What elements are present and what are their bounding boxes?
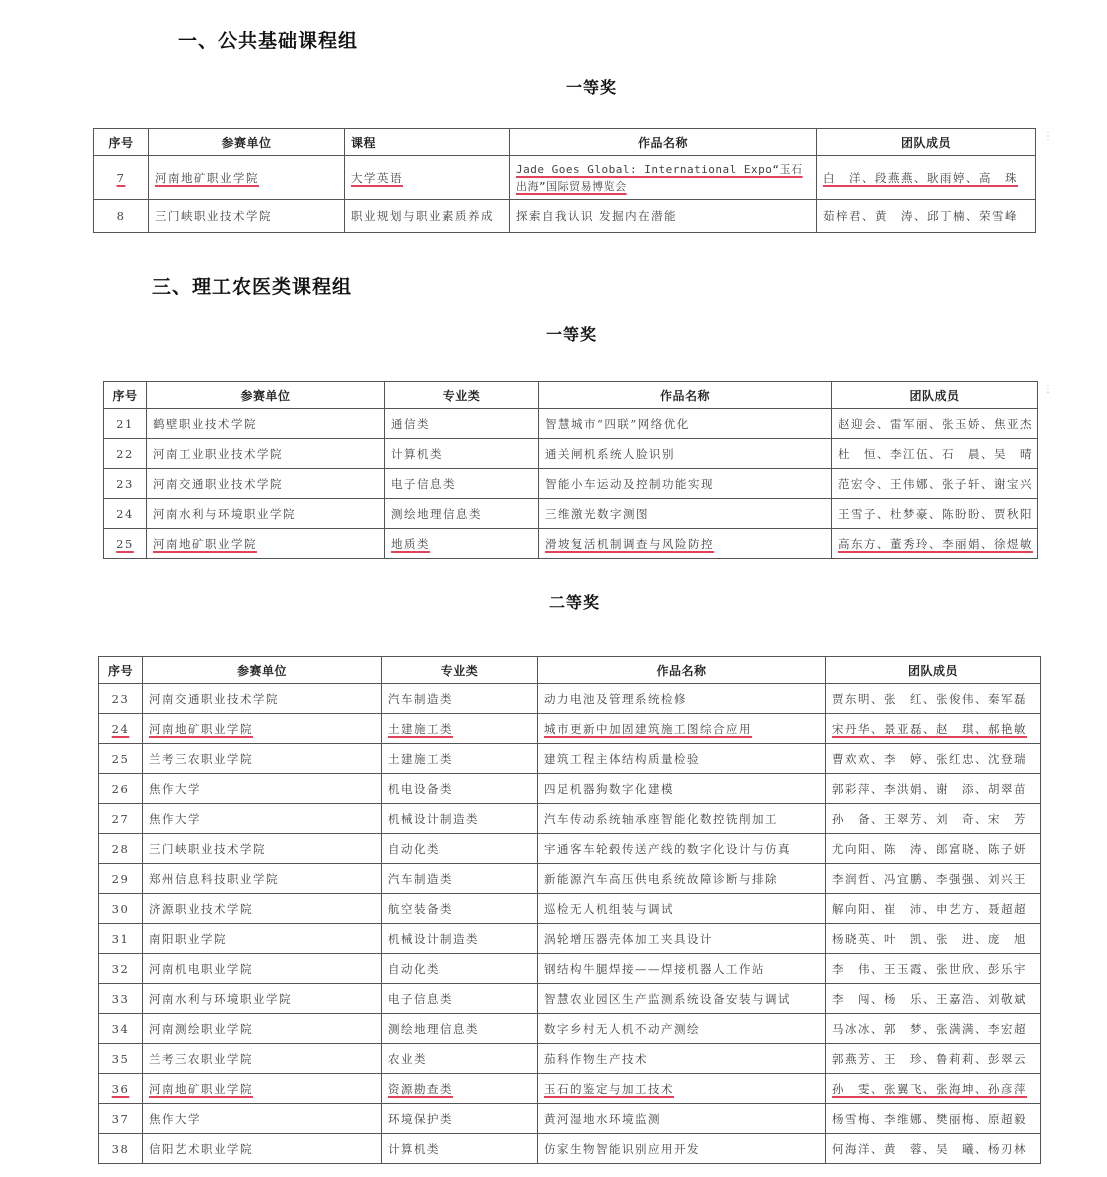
col-header-work: 作品名称 <box>539 382 832 409</box>
cell-no-text: 7 <box>116 170 126 185</box>
cell-no-text: 27 <box>111 811 130 826</box>
cell-unit-text: 焦作大学 <box>149 1111 201 1126</box>
cell-work <box>539 529 832 559</box>
cell-no <box>104 529 147 559</box>
table-row <box>99 834 1041 864</box>
cell-members <box>826 804 1041 834</box>
cell-work-text: 茄科作物生产技术 <box>544 1051 648 1066</box>
cell-unit-text: 焦作大学 <box>149 781 201 796</box>
cell-unit-text: 河南地矿职业学院 <box>149 721 253 736</box>
cell-work-text: 玉石的鉴定与加工技术 <box>544 1081 674 1096</box>
table-row-highlighted <box>94 156 1036 200</box>
cell-work <box>538 684 826 714</box>
cell-no <box>99 1134 143 1164</box>
cell-members-text: 孙 雯、张翼飞、张海坤、孙彦萍 <box>832 1081 1027 1096</box>
cell-unit <box>143 744 382 774</box>
cell-unit <box>143 774 382 804</box>
cell-work <box>538 1074 826 1104</box>
cell-members-text: 杜 恒、李江伍、石 晨、吴 晴 <box>838 446 1033 461</box>
cell-major <box>382 1044 538 1074</box>
col-header-unit: 参赛单位 <box>149 129 345 156</box>
table-public-first-prize <box>93 128 1036 233</box>
cell-work <box>538 984 826 1014</box>
cell-no-text: 29 <box>111 871 130 886</box>
cell-major <box>382 1074 538 1104</box>
cell-members <box>826 684 1041 714</box>
cell-no-text: 26 <box>111 781 130 796</box>
cell-members-text: 杨雪梅、李维娜、樊丽梅、原超毅 <box>832 1111 1027 1126</box>
cell-members <box>826 774 1041 804</box>
table-science-first-prize <box>103 381 1038 559</box>
cell-unit <box>143 834 382 864</box>
col-header-work: 作品名称 <box>510 129 817 156</box>
cell-major <box>382 774 538 804</box>
cell-unit <box>143 864 382 894</box>
cell-major-text: 土建施工类 <box>388 721 453 736</box>
cell-members <box>826 834 1041 864</box>
table-science-second-prize <box>98 656 1041 1164</box>
cell-unit <box>143 984 382 1014</box>
cell-no-text: 34 <box>111 1021 130 1036</box>
cell-no-text: 33 <box>111 991 130 1006</box>
cell-unit-text: 河南交通职业技术学院 <box>149 691 279 706</box>
table-row <box>104 409 1038 439</box>
cell-major <box>382 954 538 984</box>
table-row <box>94 200 1036 233</box>
col-header-course: 课程 <box>345 129 510 156</box>
cell-unit-text: 郑州信息科技职业学院 <box>149 871 279 886</box>
cell-no-text: 22 <box>116 446 134 461</box>
cell-major-text: 机电设备类 <box>388 781 453 796</box>
table-row <box>99 774 1041 804</box>
cell-major <box>382 1134 538 1164</box>
cell-major <box>382 1014 538 1044</box>
cell-major-text: 机械设计制造类 <box>388 811 479 826</box>
cell-major-text: 汽车制造类 <box>388 691 453 706</box>
cell-unit <box>149 156 345 200</box>
cell-work-text: 数字乡村无人机不动产测绘 <box>544 1021 700 1036</box>
cell-major <box>382 744 538 774</box>
cell-work <box>538 954 826 984</box>
cell-no <box>104 439 147 469</box>
col-header-members: 团队成员 <box>832 382 1038 409</box>
cell-members-text: 贾东明、张 红、张俊伟、秦军磊 <box>832 691 1027 706</box>
cell-work-text: Jade Goes Global: International Expo“玉石出海”国际贸易博览会 <box>516 162 803 193</box>
cell-unit <box>143 1014 382 1044</box>
cell-unit <box>143 894 382 924</box>
cell-no <box>99 1074 143 1104</box>
cell-members-text: 何海洋、黄 蓉、吴 曦、杨刃林 <box>832 1141 1027 1156</box>
table-row <box>99 1104 1041 1134</box>
cell-unit <box>143 714 382 744</box>
cell-no-text: 28 <box>111 841 130 856</box>
cell-work-text: 智慧城市“四联”网络优化 <box>545 416 690 431</box>
cell-work <box>539 409 832 439</box>
col-header-unit: 参赛单位 <box>143 657 382 684</box>
col-header-members: 团队成员 <box>826 657 1041 684</box>
cell-unit <box>143 1134 382 1164</box>
cell-no <box>94 156 149 200</box>
cell-unit-text: 三门峡职业技术学院 <box>149 841 266 856</box>
cell-unit <box>147 439 385 469</box>
cell-unit-text: 焦作大学 <box>149 811 201 826</box>
cell-unit <box>143 804 382 834</box>
cell-members <box>826 924 1041 954</box>
cell-no <box>99 984 143 1014</box>
table-row <box>104 439 1038 469</box>
cell-unit <box>143 684 382 714</box>
cell-members <box>832 469 1038 499</box>
cell-members-text: 赵迎会、雷军丽、张玉娇、焦亚杰 <box>838 416 1033 431</box>
cell-no <box>104 499 147 529</box>
cell-no-text: 23 <box>111 691 130 706</box>
cell-course <box>345 156 510 200</box>
cell-work <box>538 804 826 834</box>
cell-unit-text: 南阳职业学院 <box>149 931 227 946</box>
cell-no <box>99 864 143 894</box>
cell-members-text: 范宏令、王伟娜、张子轩、谢宝兴 <box>838 476 1033 491</box>
cell-course-text: 大学英语 <box>351 170 403 185</box>
cell-work <box>538 1014 826 1044</box>
cell-work-text: 智能小车运动及控制功能实现 <box>545 476 714 491</box>
cell-members-text: 高东方、董秀玲、李丽娟、徐煜敏 <box>838 536 1033 551</box>
cell-work <box>538 1134 826 1164</box>
cell-major-text: 通信类 <box>391 416 430 431</box>
cell-major-text: 计算机类 <box>391 446 443 461</box>
cell-major-text: 自动化类 <box>388 961 440 976</box>
cell-members-text: 杨晓英、叶 凯、张 进、庞 旭 <box>832 931 1027 946</box>
cell-no <box>99 954 143 984</box>
table-row <box>99 864 1041 894</box>
cell-unit: 三门峡职业技术学院 <box>149 200 345 233</box>
cell-unit <box>143 1104 382 1134</box>
cell-members: 茹梓君、黄 涛、邱丁楠、荣雪峰 <box>817 200 1036 233</box>
cell-unit <box>147 409 385 439</box>
cell-members-text: 孙 备、王翠芳、刘 奇、宋 芳 <box>832 811 1027 826</box>
table-header-row <box>94 129 1036 156</box>
cell-work-text: 宇通客车轮毂传送产线的数字化设计与仿真 <box>544 841 791 856</box>
cell-unit-text: 河南测绘职业学院 <box>149 1021 253 1036</box>
cell-no-text: 35 <box>111 1051 130 1066</box>
cell-major-text: 电子信息类 <box>388 991 453 1006</box>
cell-major-text: 土建施工类 <box>388 751 453 766</box>
cell-work-text: 城市更新中加固建筑施工图综合应用 <box>544 721 752 736</box>
cell-members <box>826 1044 1041 1074</box>
cell-major-text: 计算机类 <box>388 1141 440 1156</box>
cell-members-text: 宋丹华、景亚磊、赵 琪、郝艳敏 <box>832 721 1027 736</box>
cell-work-text: 三维激光数字测图 <box>545 506 649 521</box>
cell-unit-text: 兰考三农职业学院 <box>149 1051 253 1066</box>
cell-members-text: 王雪子、杜梦豪、陈盼盼、贾秋阳 <box>838 506 1033 521</box>
cell-course: 职业规划与职业素质养成 <box>345 200 510 233</box>
cell-major <box>382 984 538 1014</box>
cell-unit-text: 河南水利与环境职业学院 <box>149 991 292 1006</box>
cell-major <box>382 834 538 864</box>
cell-no <box>99 1014 143 1044</box>
cell-work-text: 仿家生物智能识别应用开发 <box>544 1141 700 1156</box>
table-row <box>99 924 1041 954</box>
cell-major <box>382 864 538 894</box>
table-row <box>104 499 1038 529</box>
cell-work-text: 钢结构牛腿焊接——焊接机器人工作站 <box>544 961 765 976</box>
cell-major <box>382 684 538 714</box>
table-row <box>99 1014 1041 1044</box>
cell-unit-text: 信阳艺术职业学院 <box>149 1141 253 1156</box>
cell-unit <box>147 529 385 559</box>
cell-members <box>826 1074 1041 1104</box>
cell-members <box>832 439 1038 469</box>
cell-work <box>538 894 826 924</box>
cell-no <box>99 894 143 924</box>
cell-members <box>826 714 1041 744</box>
scrollbar-handle[interactable]: ⋮ <box>1043 131 1053 142</box>
cell-major <box>382 714 538 744</box>
cell-major <box>385 439 539 469</box>
cell-major <box>382 804 538 834</box>
cell-unit-text: 河南水利与环境职业学院 <box>153 506 296 521</box>
cell-no <box>104 409 147 439</box>
cell-unit-text: 兰考三农职业学院 <box>149 751 253 766</box>
cell-no-text: 37 <box>111 1111 130 1126</box>
cell-members-text: 李 伟、王玉霞、张世欣、彭乐宇 <box>832 961 1027 976</box>
cell-no-text: 25 <box>111 751 130 766</box>
cell-unit-text: 河南工业职业技术学院 <box>153 446 283 461</box>
cell-no <box>99 804 143 834</box>
cell-major-text: 电子信息类 <box>391 476 456 491</box>
cell-major <box>385 469 539 499</box>
cell-no <box>99 744 143 774</box>
table-header-row <box>104 382 1038 409</box>
table-row <box>99 984 1041 1014</box>
cell-members <box>817 156 1036 200</box>
cell-no-text: 25 <box>116 536 134 551</box>
cell-work-text: 智慧农业园区生产监测系统设备安装与调试 <box>544 991 791 1006</box>
cell-major-text: 机械设计制造类 <box>388 931 479 946</box>
col-header-members: 团队成员 <box>817 129 1036 156</box>
cell-unit-text: 河南地矿职业学院 <box>153 536 257 551</box>
cell-work-text: 涡轮增压器壳体加工夹具设计 <box>544 931 713 946</box>
cell-members <box>826 1104 1041 1134</box>
cell-work-text: 汽车传动系统轴承座智能化数控铣削加工 <box>544 811 778 826</box>
cell-unit <box>143 1044 382 1074</box>
cell-work <box>539 439 832 469</box>
cell-work <box>538 744 826 774</box>
cell-work-text: 滑坡复活机制调查与风险防控 <box>545 536 714 551</box>
cell-work <box>510 156 817 200</box>
cell-members-text: 曹欢欢、李 婷、张红忠、沈登瑞 <box>832 751 1027 766</box>
cell-no-text: 38 <box>111 1141 130 1156</box>
cell-unit <box>143 924 382 954</box>
table-row <box>99 804 1041 834</box>
cell-work-text: 通关闸机系统人脸识别 <box>545 446 675 461</box>
section-heading-science-eng: 三、理工农医类课程组 <box>152 276 353 298</box>
cell-members-text: 解向阳、崔 沛、申艺方、聂超超 <box>832 901 1027 916</box>
cell-work-text: 动力电池及管理系统检修 <box>544 691 687 706</box>
cell-no <box>99 774 143 804</box>
cell-work <box>538 1044 826 1074</box>
cell-major-text: 航空装备类 <box>388 901 453 916</box>
award-heading-first-prize-public: 一等奖 <box>566 78 618 97</box>
cell-major <box>382 924 538 954</box>
section-heading-public-basic: 一、公共基础课程组 <box>178 30 359 52</box>
cell-members <box>826 864 1041 894</box>
cell-major <box>385 409 539 439</box>
cell-members-text: 郭燕芳、王 珍、鲁莉莉、彭翠云 <box>832 1051 1027 1066</box>
cell-unit <box>143 1074 382 1104</box>
col-header-unit: 参赛单位 <box>147 382 385 409</box>
cell-no: 8 <box>94 200 149 233</box>
cell-major <box>382 894 538 924</box>
cell-no-text: 21 <box>116 416 134 431</box>
cell-work <box>538 834 826 864</box>
cell-major <box>385 529 539 559</box>
cell-members-text: 尤向阳、陈 涛、郎富晓、陈子妍 <box>832 841 1027 856</box>
cell-no-text: 31 <box>111 931 130 946</box>
cell-unit-text: 鹤壁职业技术学院 <box>153 416 257 431</box>
cell-no <box>99 1044 143 1074</box>
cell-major <box>382 1104 538 1134</box>
cell-work: 探索自我认识 发掘内在潜能 <box>510 200 817 233</box>
cell-major-text: 地质类 <box>391 536 430 551</box>
cell-no-text: 36 <box>111 1081 130 1096</box>
cell-work-text: 黄河湿地水环境监测 <box>544 1111 661 1126</box>
cell-members <box>826 984 1041 1014</box>
cell-members <box>832 409 1038 439</box>
cell-no <box>99 684 143 714</box>
cell-no-text: 30 <box>111 901 130 916</box>
table-row-highlighted <box>99 714 1041 744</box>
cell-unit <box>147 499 385 529</box>
col-header-major: 专业类 <box>382 657 538 684</box>
cell-work-text: 新能源汽车高压供电系统故障诊断与排除 <box>544 871 778 886</box>
col-header-major: 专业类 <box>385 382 539 409</box>
cell-no <box>99 1104 143 1134</box>
col-header-no: 序号 <box>99 657 143 684</box>
cell-major-text: 测绘地理信息类 <box>388 1021 479 1036</box>
cell-members-text: 马冰冰、郭 梦、张满满、李宏超 <box>832 1021 1027 1036</box>
table-row-highlighted <box>104 529 1038 559</box>
cell-members <box>832 499 1038 529</box>
cell-members <box>826 954 1041 984</box>
cell-major-text: 自动化类 <box>388 841 440 856</box>
cell-work <box>538 864 826 894</box>
cell-work <box>538 924 826 954</box>
cell-work <box>538 1104 826 1134</box>
cell-unit <box>147 469 385 499</box>
cell-work-text: 建筑工程主体结构质量检验 <box>544 751 700 766</box>
cell-no <box>99 714 143 744</box>
table-row <box>99 894 1041 924</box>
col-header-no: 序号 <box>94 129 149 156</box>
cell-members <box>826 744 1041 774</box>
cell-no-text: 24 <box>116 506 134 521</box>
cell-major-text: 测绘地理信息类 <box>391 506 482 521</box>
cell-no <box>99 834 143 864</box>
cell-work <box>539 469 832 499</box>
cell-members-text: 李 闯、杨 乐、王嘉浩、刘敬斌 <box>832 991 1027 1006</box>
cell-no-text: 23 <box>116 476 134 491</box>
cell-members-text: 郭彩萍、李洪娟、谢 添、胡翠苗 <box>832 781 1027 796</box>
cell-no-text: 24 <box>111 721 130 736</box>
table-row <box>104 469 1038 499</box>
table-row <box>99 1044 1041 1074</box>
cell-work <box>538 714 826 744</box>
cell-unit <box>143 954 382 984</box>
cell-members <box>826 894 1041 924</box>
table-row <box>99 684 1041 714</box>
cell-no <box>104 469 147 499</box>
cell-members-text: 白 洋、段燕燕、耿雨婷、高 珠 <box>823 170 1018 185</box>
cell-major-text: 农业类 <box>388 1051 427 1066</box>
table-header-row <box>99 657 1041 684</box>
cell-members <box>826 1014 1041 1044</box>
award-heading-second-prize-science: 二等奖 <box>549 593 601 612</box>
col-header-no: 序号 <box>104 382 147 409</box>
cell-work <box>538 774 826 804</box>
cell-unit-text: 济源职业技术学院 <box>149 901 253 916</box>
cell-members <box>832 529 1038 559</box>
table-row <box>99 744 1041 774</box>
cell-unit-text: 河南交通职业技术学院 <box>153 476 283 491</box>
cell-work <box>539 499 832 529</box>
cell-members <box>826 1134 1041 1164</box>
cell-major <box>385 499 539 529</box>
cell-work-text: 四足机器狗数字化建模 <box>544 781 674 796</box>
table-row <box>99 954 1041 984</box>
scrollbar-handle[interactable]: ⋮ <box>1043 384 1053 395</box>
cell-major-text: 资源勘查类 <box>388 1081 453 1096</box>
table-row <box>99 1134 1041 1164</box>
cell-no <box>99 924 143 954</box>
cell-no-text: 32 <box>111 961 130 976</box>
cell-members-text: 李润哲、冯宜鹏、李强强、刘兴王 <box>832 871 1027 886</box>
award-heading-first-prize-science: 一等奖 <box>546 325 598 344</box>
cell-major-text: 环境保护类 <box>388 1111 453 1126</box>
cell-unit-text: 河南地矿职业学院 <box>155 170 259 185</box>
col-header-work: 作品名称 <box>538 657 826 684</box>
cell-work-text: 巡检无人机组装与调试 <box>544 901 674 916</box>
cell-major-text: 汽车制造类 <box>388 871 453 886</box>
cell-unit-text: 河南机电职业学院 <box>149 961 253 976</box>
table-row-highlighted <box>99 1074 1041 1104</box>
cell-unit-text: 河南地矿职业学院 <box>149 1081 253 1096</box>
